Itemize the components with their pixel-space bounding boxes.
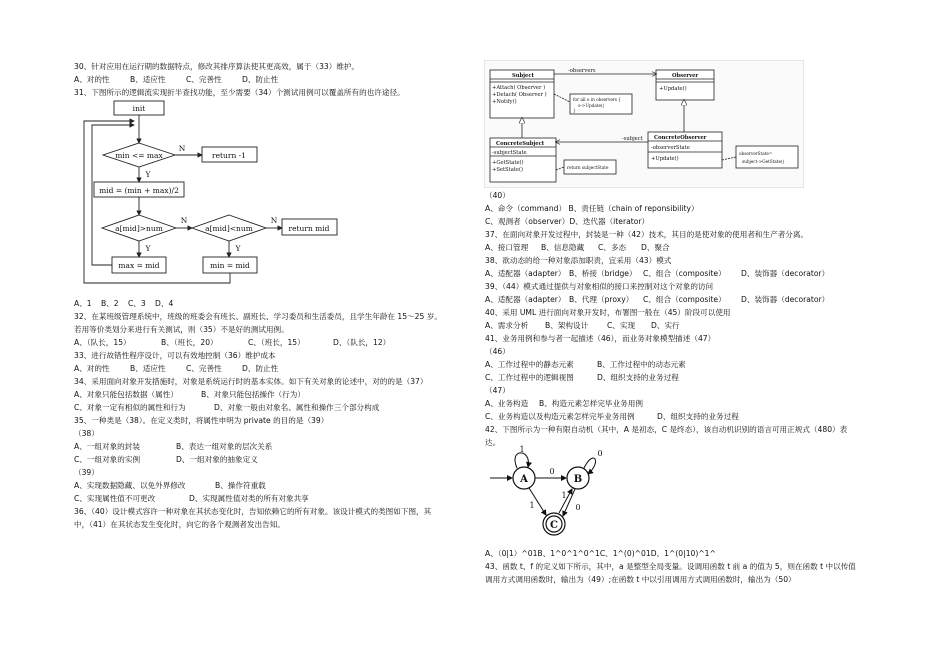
uml-subject-link-label: -subject bbox=[622, 136, 643, 142]
q35-39-option-c: C、实现属性值不可更改 bbox=[74, 494, 156, 503]
q35-39-label: （39） bbox=[74, 468, 99, 477]
fsm-edge-bc: 0 bbox=[575, 503, 581, 512]
q35-39-option-a: A、实现数据隐藏、以免外界修改 bbox=[74, 481, 186, 490]
uml-cs-op-2: +SetState() bbox=[492, 167, 523, 173]
uml-co-attr: -observerState bbox=[651, 145, 690, 151]
flow-cond3-label: a[mid]<num bbox=[205, 224, 253, 233]
flow-y2-label: Y bbox=[145, 244, 151, 253]
q32-text-2: 若用等价类划分来进行有关测试，则（35）不是好的测试用例。 bbox=[74, 325, 289, 334]
q42-text-2: 达。 bbox=[485, 438, 501, 447]
q42-options: A、（0|1）^01B、1^0^1^0^1C、1^(0)^01D、1^(0|10)^1^ bbox=[485, 549, 716, 558]
q37-text: 37、在面向对象开发过程中，封装是一种（42）技术，其目的是使对象的使用者和生产者分离。 bbox=[485, 230, 809, 239]
q40-options-cd: C、观测者（observer）D、迭代器（iterator） bbox=[485, 217, 650, 226]
q41-46-option-d: D、组织支持的业务过程 bbox=[597, 373, 679, 382]
flow-n1-label: N bbox=[178, 144, 186, 153]
q31-option-b: B、2 bbox=[101, 299, 119, 308]
uml-co-op-1: +Update() bbox=[651, 156, 679, 162]
q34-option-b: B、对象只能包括操作（行为） bbox=[201, 390, 305, 399]
q36-text-1: 36、（40）设计模式容许一种对象在其状态变化时，告知依赖它的所有对象。该设计模式的类图如下图，其 bbox=[74, 507, 432, 516]
q31-option-c: C、3 bbox=[128, 299, 146, 308]
q32-option-c: C、（班长，15） bbox=[248, 338, 305, 347]
q35-38-option-d: D、一组对象的抽象定义 bbox=[176, 455, 258, 464]
fsm-edge-aa: 1 bbox=[519, 445, 525, 454]
q33-text: 33、进行故错性程序设计，可以有效地控制（36）维护成本 bbox=[74, 351, 276, 360]
q41-47-label: （47） bbox=[485, 386, 510, 395]
flow-y3-label: Y bbox=[235, 244, 241, 253]
q35-38-label: （38） bbox=[74, 429, 99, 438]
q41-46-label: （46） bbox=[485, 347, 510, 356]
uml-concrete-subject-name: ConcreteSubject bbox=[496, 141, 545, 147]
q39-option-d: D、装饰器（decorator） bbox=[741, 295, 830, 304]
uml-note3-line-2: subject->GetState() bbox=[742, 159, 785, 164]
q39-text: 39、（44）模式通过提供与对象相似的接口来控制对这个对象的访问 bbox=[485, 282, 714, 291]
flow-max-mid-label: max = mid bbox=[118, 261, 160, 270]
q35-38-option-a: A、一组对象的封装 bbox=[74, 442, 140, 451]
q32-option-a: A、（队长，15） bbox=[74, 338, 131, 347]
fsm-label-c: C bbox=[550, 520, 558, 531]
flow-return-neg-label: return -1 bbox=[212, 151, 246, 160]
q33-option-d: D、防止性 bbox=[242, 364, 279, 373]
q38-text: 38、欲动态的给一种对象添加职责，宜采用（43）模式 bbox=[485, 256, 672, 265]
q40b-option-c: C、实现 bbox=[607, 321, 636, 330]
q34-option-a: A、对象只能包括数据（属性） bbox=[74, 390, 178, 399]
q35-39-option-d: D、实现属性值对类的所有对象共享 bbox=[189, 494, 309, 503]
q38-option-a: A、适配器（adapter） bbox=[485, 269, 566, 278]
uml-cs-attr: -subjectState bbox=[492, 150, 527, 156]
q41-46-option-a: A、工作过程中的静态元素 bbox=[485, 360, 574, 369]
q34-text: 34、采用面向对象开发措施时，对象是系统运行时的基本实体。如下有关对象的论述中，对的的是（37） bbox=[74, 377, 428, 386]
q38-option-b: B、桥接（bridge） bbox=[569, 269, 637, 278]
q31-option-a: A、1 bbox=[74, 299, 92, 308]
fsm-label-b: B bbox=[573, 474, 583, 485]
uml-note3-line-1: observerState= bbox=[739, 151, 773, 156]
q41-46-option-c: C、工作过程中的逻辑视图 bbox=[485, 373, 574, 382]
fsm-label-a: A bbox=[520, 474, 528, 485]
uml-note1-line-2: o->Update() bbox=[578, 103, 605, 108]
q34-option-d: D、对象一般由对象名、属性和操作三个部分构成 bbox=[214, 403, 380, 412]
flow-return-mid-label: return mid bbox=[288, 224, 330, 233]
q35-38-option-b: B、表达一组对象的层次关系 bbox=[176, 442, 273, 451]
q36-text-2: 中，（41）在其状态发生变化时，向它的各个观测者发出告知。 bbox=[74, 520, 285, 529]
q41-47-option-b: B、构造元素怎样完毕业务用例 bbox=[539, 399, 643, 408]
q32-option-d: D、（队长，12） bbox=[333, 338, 391, 347]
q32-option-b: B、（班长，20） bbox=[161, 338, 218, 347]
flow-n2-label: N bbox=[180, 216, 188, 225]
uml-subject-op-3: +Notify() bbox=[492, 99, 517, 105]
q38-option-d: D、装饰器（decorator） bbox=[741, 269, 830, 278]
q42-text-1: 42、下图所示为一种有限自动机（其中，A 是初态，C 是终态），该自动机识别的语言可用正规式（480）表 bbox=[485, 425, 848, 434]
q41-47-option-a: A、业务构造 bbox=[485, 399, 529, 408]
q40b-option-b: B、架构设计 bbox=[545, 321, 589, 330]
flow-cond2-label: a[mid]>num bbox=[115, 224, 163, 233]
q41-47-option-d: D、组织支持的业务过程 bbox=[657, 412, 739, 421]
flow-init-label: init bbox=[132, 104, 146, 113]
fsm-edge-bb: 0 bbox=[597, 449, 603, 458]
fsm-edge-cb: 1 bbox=[561, 491, 567, 500]
uml-note1-line-3: } bbox=[573, 108, 576, 113]
fsm-edge-ac: 1 bbox=[529, 501, 535, 510]
q35-38-option-c: C、一组对象的实例 bbox=[74, 455, 141, 464]
q33-option-a: A、对的性 bbox=[74, 364, 110, 373]
q32-text-1: 32、在某班级管理系统中，班级的班委会有班长、副班长、学习委员和生活委员，且学生年龄在 15～25 岁。 bbox=[74, 312, 442, 321]
q40b-option-d: D、实行 bbox=[651, 321, 680, 330]
flow-y1-label: Y bbox=[145, 170, 151, 179]
q33-option-b: B、适应性 bbox=[130, 364, 166, 373]
finite-automaton-diagram bbox=[484, 438, 612, 544]
uml-note-update bbox=[736, 146, 798, 168]
flow-mid-assign-label: mid = (min + max)/2 bbox=[99, 186, 179, 195]
q43-text-2: 调用方式调用函数时，输出为（49）;在函数 t 中以引用调用方式调用函数时，输出为（50） bbox=[485, 575, 796, 584]
uml-observer-op-1: +Update() bbox=[659, 86, 687, 92]
uml-observer-name: Observer bbox=[672, 73, 699, 79]
uml-subject-name: Subject bbox=[512, 73, 534, 79]
q37-option-d: D、聚合 bbox=[641, 243, 670, 252]
q39-option-b: B、代理（proxy） bbox=[569, 295, 634, 304]
q35-39-option-b: B、操作符重载 bbox=[215, 481, 266, 490]
fsm-edge-ab: 0 bbox=[549, 467, 555, 476]
q30-option-b: B、适应性 bbox=[130, 75, 166, 84]
uml-subject-op-2: +Detach( Observer ) bbox=[492, 92, 547, 98]
flow-cond1-label: min <= max bbox=[115, 151, 163, 160]
q41-47-option-c: C、业务构造以及构造元素怎样完毕业务用例 bbox=[485, 412, 635, 421]
q39-option-c: C、组合（composite） bbox=[643, 295, 726, 304]
q40-label: （40） bbox=[485, 191, 510, 200]
q35-text: 35、一种类是（38）。在定义类时，将属性申明为 private 的目的是（39） bbox=[74, 416, 329, 425]
q41-46-option-b: B、工作过程中的动态元素 bbox=[597, 360, 686, 369]
q37-option-a: A、接口管理 bbox=[485, 243, 529, 252]
q30-text: 30、针对应用在运行期的数据特点，修改其排序算法使其更高效，属于（33）维护。 bbox=[74, 62, 360, 71]
q43-text-1: 43、函数 t、f 的定义如下所示，其中，a 是整型全局变量。设调用函数 t 前 a 的值为 5，则在函数 t 中以传值 bbox=[485, 562, 856, 571]
uml-observers-label: -observers bbox=[568, 68, 596, 74]
q37-option-b: B、信息隐藏 bbox=[541, 243, 585, 252]
q40-options-ab: A、命令（command） B、责任链（chain of reponsibility） bbox=[485, 204, 699, 213]
uml-subject-op-1: +Attach( Observer ) bbox=[492, 85, 546, 91]
q31-option-d: D、4 bbox=[155, 299, 174, 308]
uml-concrete-observer-name: ConcreteObserver bbox=[654, 135, 707, 141]
q38-option-c: C、组合（composite） bbox=[643, 269, 726, 278]
observer-uml-diagram bbox=[484, 60, 804, 188]
q33-option-c: C、完善性 bbox=[186, 364, 222, 373]
q37-option-c: C、多态 bbox=[598, 243, 627, 252]
q31-text: 31、下图所示的逻辑流实现折半查找功能，至少需要（34）个测试用例可以覆盖所有的也许途径。 bbox=[74, 88, 405, 97]
q30-option-c: C、完善性 bbox=[186, 75, 222, 84]
binary-search-flowchart bbox=[72, 97, 340, 289]
uml-cs-op-1: +GetState() bbox=[492, 160, 524, 166]
q40b-text: 40、采用 UML 进行面向对象开发时，布署图一般在（45）阶段可以使用 bbox=[485, 308, 731, 317]
uml-note1-line-1: for all o in observers { bbox=[573, 97, 621, 102]
q34-option-c: C、对象一定有相似的属性和行为 bbox=[74, 403, 186, 412]
flow-n3-label: N bbox=[270, 216, 278, 225]
q30-option-a: A、对的性 bbox=[74, 75, 110, 84]
q40b-option-a: A、需求分析 bbox=[485, 321, 529, 330]
uml-note2: return subjectState bbox=[567, 165, 609, 170]
q30-option-d: D、防止性 bbox=[242, 75, 279, 84]
q39-option-a: A、适配器（adapter） bbox=[485, 295, 566, 304]
flow-min-mid-label: min = mid bbox=[210, 261, 250, 270]
q41-text: 41、业务用例和参与者一起描述（46），而业务对象模型描述（47） bbox=[485, 334, 716, 343]
